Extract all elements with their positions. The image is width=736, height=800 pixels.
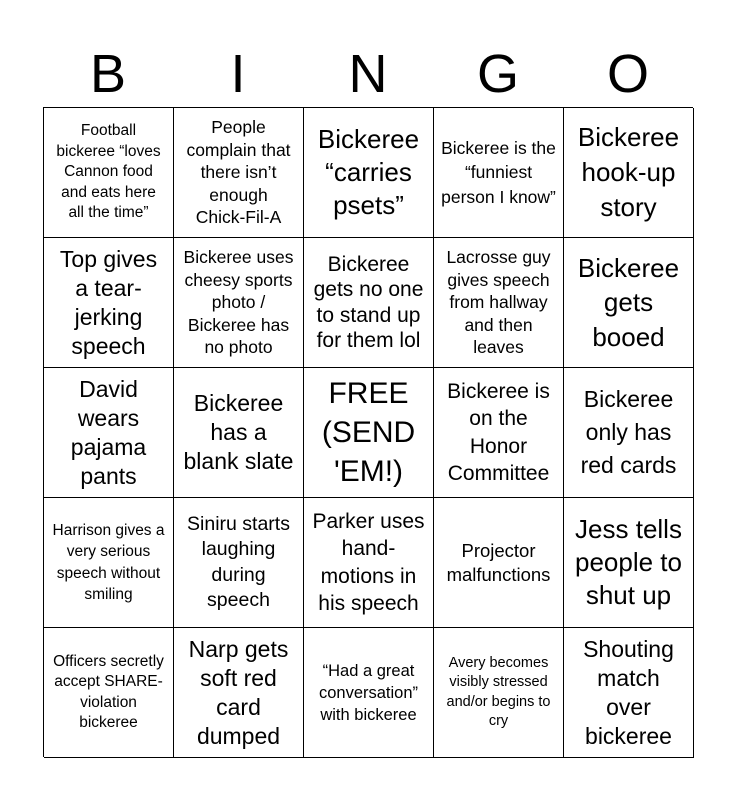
bingo-cell-r2-c1[interactable] <box>44 238 174 368</box>
bingo-cell-r1-c3[interactable] <box>304 108 434 238</box>
cell-text: Bickeree hook-up story <box>577 122 680 222</box>
cell-text: Narp gets soft red card dumped <box>188 635 289 749</box>
bingo-cell-r5-c3[interactable] <box>304 628 434 758</box>
bingo-cell-r5-c4[interactable] <box>434 628 564 758</box>
bingo-cell-r5-c2[interactable] <box>174 628 304 758</box>
bingo-cell-r3-c2[interactable] <box>174 368 304 498</box>
cell-text: Bickeree is the “funniest person I know” <box>441 137 556 207</box>
cell-text: Bickeree only has red cards <box>580 386 677 478</box>
cell-text: Bickeree gets no one to stand up for them lol <box>313 252 424 352</box>
cell-text: Parker uses hand-motions in his speech <box>312 509 425 615</box>
header-letter-i: I <box>230 44 246 104</box>
cell-text: FREE (SEND 'EM!) <box>321 377 416 488</box>
bingo-cell-r4-c1[interactable] <box>44 498 174 628</box>
cell-text: Bickeree has a blank slate <box>183 390 294 474</box>
cell-text: Bickeree “carries psets” <box>317 124 420 220</box>
cell-text: Top gives a tear-jerking speech <box>59 245 158 359</box>
bingo-cell-r3-c3[interactable] <box>304 368 434 498</box>
bingo-cell-r4-c4[interactable] <box>434 498 564 628</box>
cell-text: Lacrosse guy gives speech from hallway and then leaves <box>446 247 551 358</box>
bingo-cell-r3-c1[interactable] <box>44 368 174 498</box>
bingo-cell-r1-c1[interactable] <box>44 108 174 238</box>
bingo-cell-r5-c5[interactable] <box>564 628 694 758</box>
bingo-cell-r2-c5[interactable] <box>564 238 694 368</box>
bingo-cell-r4-c5[interactable] <box>564 498 694 628</box>
bingo-cell-r3-c5[interactable] <box>564 368 694 498</box>
cell-text: Avery becomes visibly stressed and/or begins to cry <box>446 654 551 729</box>
bingo-header <box>43 40 693 108</box>
cell-text: Jess tells people to shut up <box>575 514 682 610</box>
cell-text: Siniru starts laughing during speech <box>187 512 290 611</box>
header-letter-g: G <box>476 44 519 104</box>
bingo-cell-r2-c2[interactable] <box>174 238 304 368</box>
cell-text: Officers secretly accept SHARE-violation bickeree <box>53 652 164 731</box>
header-letter-n: N <box>348 44 388 104</box>
cell-text: Bickeree gets booed <box>577 252 680 352</box>
bingo-grid <box>43 107 693 757</box>
cell-text: Harrison gives a very serious speech without smiling <box>52 521 165 603</box>
cell-text: David wears pajama pants <box>70 375 147 489</box>
bingo-cell-r1-c2[interactable] <box>174 108 304 238</box>
cell-text: Shouting match over bickeree <box>583 635 674 749</box>
cell-text: Bickeree uses cheesy sports photo / Bickeree has no photo <box>183 247 294 358</box>
bingo-cell-r4-c2[interactable] <box>174 498 304 628</box>
cell-text: Bickeree is on the Honor Committee <box>447 379 550 485</box>
bingo-cell-r5-c1[interactable] <box>44 628 174 758</box>
cell-text: Projector malfunctions <box>446 539 551 585</box>
cell-text: “Had a great conversation” with bickeree <box>318 661 419 724</box>
bingo-cell-r2-c4[interactable] <box>434 238 564 368</box>
header-letter-b: B <box>89 44 127 104</box>
cell-text: People complain that there isn’t enough Chick-Fil-A <box>186 117 291 228</box>
bingo-cell-r3-c4[interactable] <box>434 368 564 498</box>
bingo-cell-r1-c4[interactable] <box>434 108 564 238</box>
bingo-cell-r2-c3[interactable] <box>304 238 434 368</box>
header-letter-o: O <box>606 44 649 104</box>
bingo-cell-r4-c3[interactable] <box>304 498 434 628</box>
cell-text: Football bickeree “loves Cannon food and eats here all the time” <box>56 122 161 222</box>
bingo-cell-r1-c5[interactable] <box>564 108 694 238</box>
